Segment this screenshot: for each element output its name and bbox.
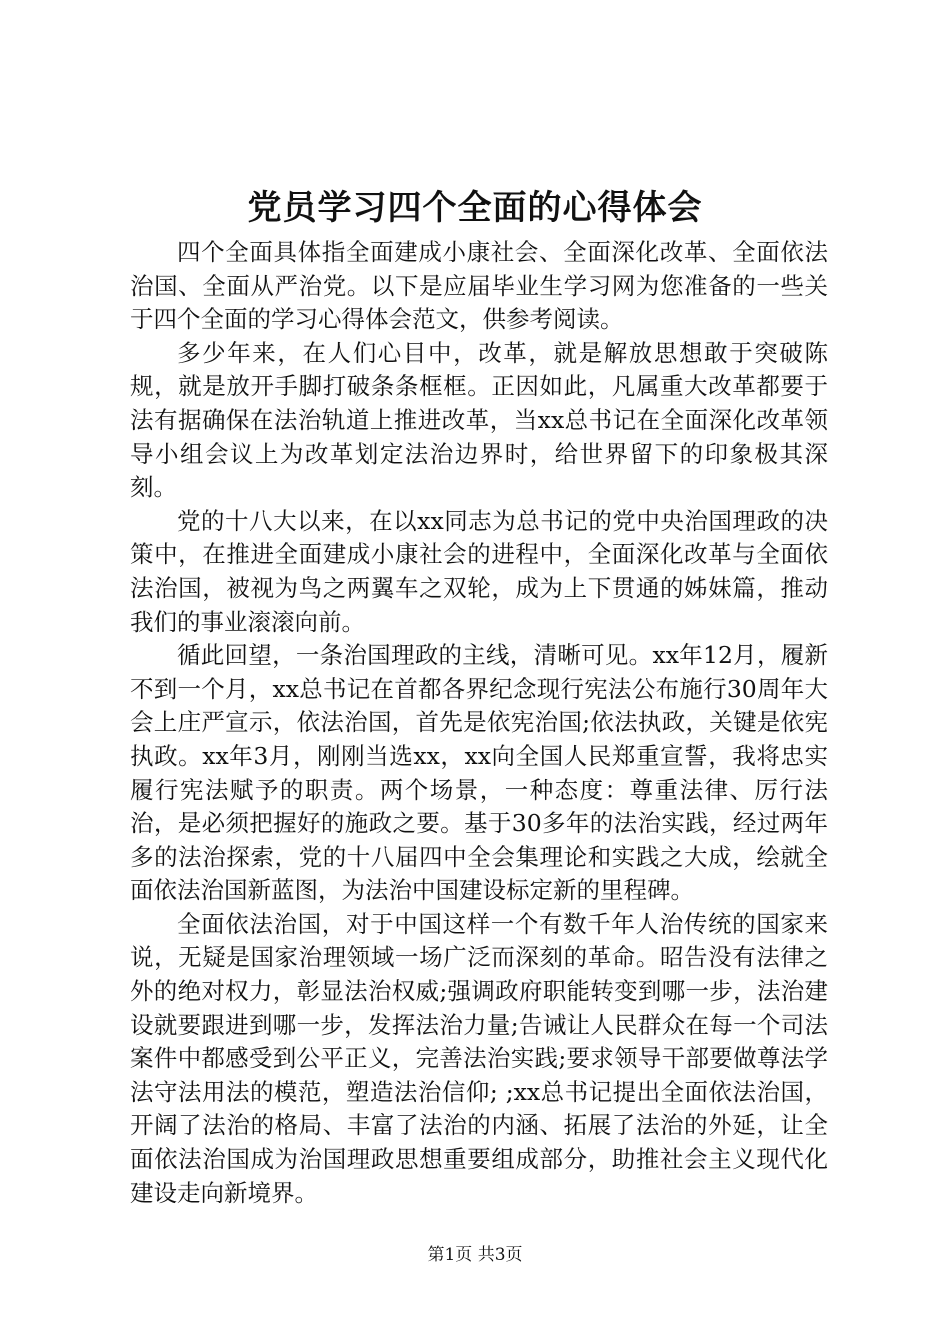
- document-body: [130, 236, 828, 1210]
- paragraph-main-line: 循此回望，一条治国理政的主线，清晰可见。xx年12月，履新不到一个月，xx总书记在首都各界纪念现行宪法公布施行30周年大会上庄严宣示，依法治国，首先是依宪治国;依法执政，关键是依宪执政。xx年3月，刚刚当选xx，xx向全国人民郑重宣誓，我将忠实履行宪法赋予的职责。两个场景，一种态度：尊重法律、厉行法治，是必须把握好的施政之要。基于30多年的法治实践，经过两年多的法治探索，党的十八届四中全会集理论和实践之大成，绘就全面依法治国新蓝图，为法治中国建设标定新的里程碑。: [130, 641, 828, 905]
- paragraph-rule-of-law: 全面依法治国，对于中国这样一个有数千年人治传统的国家来说，无疑是国家治理领域一场广泛而深刻的革命。昭告没有法律之外的绝对权力，彰显法治权威;强调政府职能转变到哪一步，法治建设就要跟进到哪一步，发挥法治力量;告诫让人民群众在每一个司法案件中都感受到公平正义，完善法治实践;要求领导干部要做尊法学法守法用法的模范，塑造法治信仰; ;xx总书记提出全面依法治国，开阔了法治的格局、丰富了法治的内涵、拓展了法治的外延，让全面依法治国成为治国理政思想重要组成部分，助推社会主义现代化建设走向新境界。: [130, 909, 828, 1207]
- page-footer: 第1页 共3页: [427, 1245, 523, 1265]
- paragraph-reform: 多少年来，在人们心目中，改革，就是解放思想敢于突破陈规，就是放开手脚打破条条框框。正因如此，凡属重大改革都要于法有据确保在法治轨道上推进改革，当xx总书记在全面深化改革领导小组会议上为改革划定法治边界时，给世界留下的印象极其深刻。: [130, 338, 828, 502]
- paragraph-intro: 四个全面具体指全面建成小康社会、全面深化改革、全面依法治国、全面从严治党。以下是应届毕业生学习网为您准备的一些关于四个全面的学习心得体会范文，供参考阅读。: [130, 238, 828, 334]
- document-title: 党员学习四个全面的心得体会: [247, 188, 703, 228]
- paragraph-eighteenth-congress: 党的十八大以来，在以xx同志为总书记的党中央治国理政的决策中，在推进全面建成小康社会的进程中，全面深化改革与全面依法治国，被视为鸟之两翼车之双轮，成为上下贯通的姊妹篇，推动我们的事业滚滚向前。: [130, 506, 828, 636]
